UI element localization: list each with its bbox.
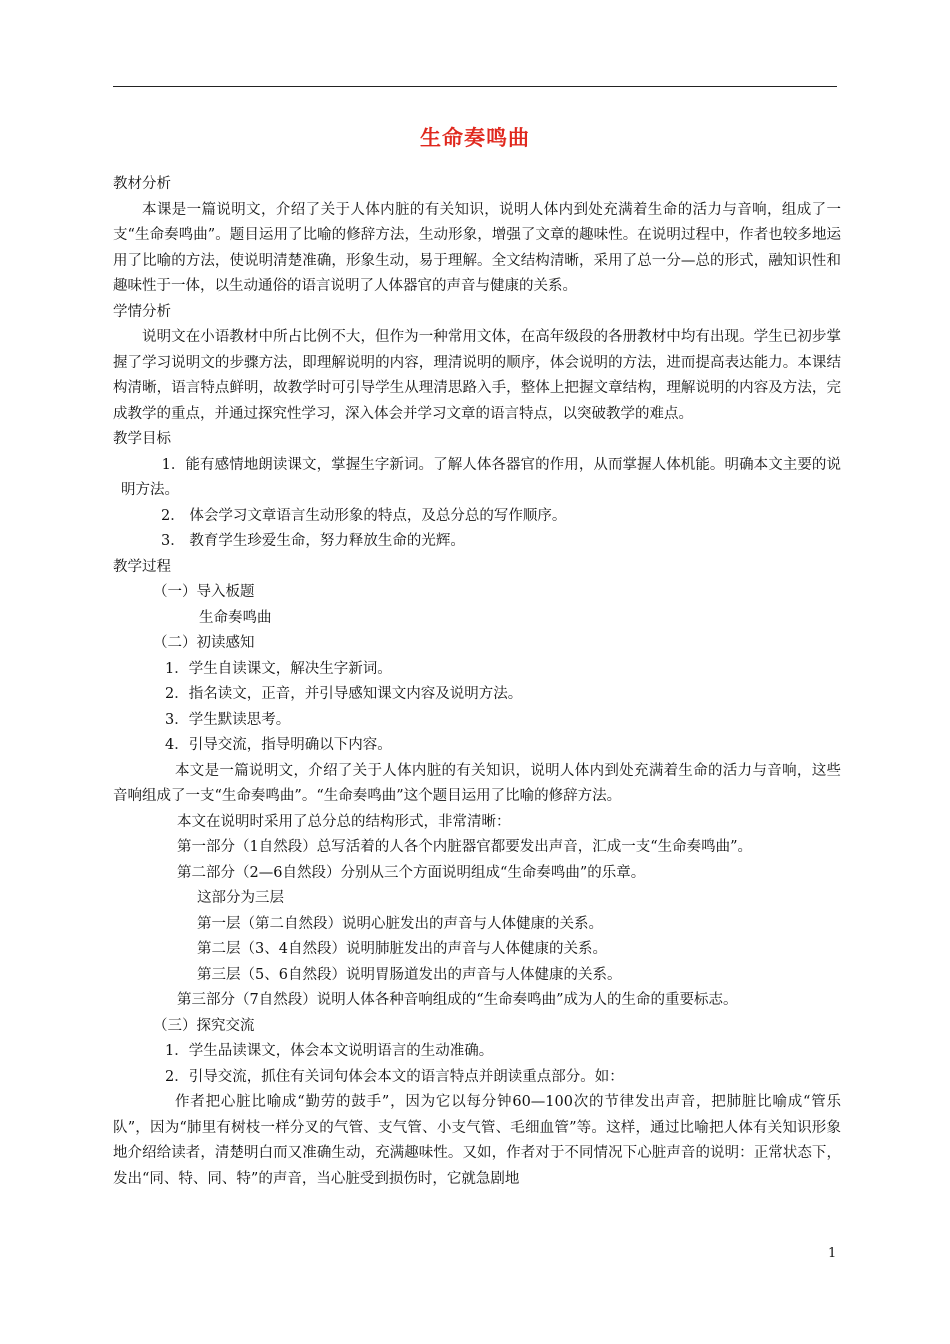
paragraph-summary: 本文是一篇说明文，介绍了关于人体内脏的有关知识，说明人体内到处充满着生命的活力与音响，这些音响组成了一支“生命奏鸣曲”。“生命奏鸣曲”这个题目运用了比喻的修辞方法。: [113, 762, 841, 804]
paragraph-xueqing: 说明文在小语教材中所占比例不大，但作为一种常用文体，在高年级段的各册教材中均有出现。学生已初步掌握了学习说明文的步骤方法，即理解说明的内容，理清说明的顺序，体会说明的方法，进而提高表达能力。本课结构清晰，语言特点鲜明，故教学时可引导学生从理清思路入手，整体上把握文章结构，理解说明的内容及方法，完成教学的重点，并通过探究性学习，深入体会并学习文章的语言特点，以突破教学的难点。: [113, 329, 841, 422]
layers-intro: 这部分为三层: [197, 890, 284, 906]
objective-item: 1．能有感情地朗读课文，掌握生字新词。了解人体各器官的作用，从而掌握人体机能。明确本文主要的说明方法。: [121, 456, 841, 498]
step-item: 2．指名读文，正音，并引导感知课文内容及说明方法。: [165, 686, 523, 702]
step-item: 3．学生默读思考。: [165, 711, 291, 728]
structure-part-3: 第三部分（7自然段）说明人体各种音响组成的“生命奏鸣曲”成为人的生命的重要标志。: [177, 992, 738, 1008]
step-item: 4．引导交流，指导明确以下内容。: [165, 737, 392, 753]
objective-item: 2． 体会学习文章语言生动形象的特点，及总分总的写作顺序。: [161, 507, 567, 524]
page-number: 1: [828, 1246, 837, 1261]
header-rule: [113, 86, 837, 87]
section-heading-mubiao: 教学目标: [113, 431, 171, 447]
objective-item: 3． 教育学生珍爱生命，努力释放生命的光辉。: [161, 533, 465, 549]
section-heading-xueqing: 学情分析: [113, 303, 171, 320]
subsection-heading-reading: （二）初读感知: [153, 635, 255, 651]
layer-item: 第二层（3、4自然段）说明肺脏发出的声音与人体健康的关系。: [197, 941, 607, 957]
paragraph-example: 作者把心脏比喻成“勤劳的鼓手”，因为它以每分钟60—100次的节律发出声音，把肺脏比喻成“管乐队”，因为“肺里有树枝一样分叉的气管、支气管、小支气管、毛细血管”等。这样，通过比喻把人体有关知识形象地介绍给读者，清楚明白而又准确生动，充满趣味性。又如，作者对于不同情况下心脏声音的说明：正常状态下，发出“同、特、同、特”的声音，当心脏受到损伤时，它就急剧地: [113, 1094, 841, 1187]
step-item: 1．学生品读课文，体会本文说明语言的生动准确。: [165, 1043, 494, 1059]
subsection-heading-intro: （一）导入板题: [153, 584, 255, 600]
layer-item: 第三层（5、6自然段）说明胃肠道发出的声音与人体健康的关系。: [197, 966, 622, 983]
structure-part-2: 第二部分（2—6自然段）分别从三个方面说明组成“生命奏鸣曲”的乐章。: [177, 864, 646, 881]
document-body: [113, 172, 841, 1192]
page-title: 生命奏鸣曲: [420, 126, 530, 150]
step-item: 2．引导交流，抓住有关词句体会本文的语言特点并朗读重点部分。如：: [165, 1068, 624, 1085]
layer-item: 第一层（第二自然段）说明心脏发出的声音与人体健康的关系。: [197, 915, 603, 932]
paragraph-structure: 本文在说明时采用了总分总的结构形式，非常清晰：: [177, 813, 511, 830]
step-item: 1．学生自读课文，解决生字新词。: [165, 660, 392, 677]
subsection-heading-explore: （三）探究交流: [153, 1017, 255, 1034]
section-heading-jiaocai: 教材分析: [113, 176, 171, 192]
board-title: 生命奏鸣曲: [199, 609, 272, 626]
section-heading-guocheng: 教学过程: [113, 558, 171, 575]
paragraph-jiaocai: 本课是一篇说明文，介绍了关于人体内脏的有关知识，说明人体内到处充满着生命的活力与音响，组成了一支“生命奏鸣曲”。题目运用了比喻的修辞方法，生动形象，增强了文章的趣味性。在说明过程中，作者也较多地运用了比喻的方法，使说明清楚准确，形象生动，易于理解。全文结构清晰，采用了总一分—总的形式，融知识性和趣味性于一体，以生动通俗的语言说明了人体器官的声音与健康的关系。: [113, 201, 841, 294]
structure-part-1: 第一部分（1自然段）总写活着的人各个内脏器官都要发出声音，汇成一支“生命奏鸣曲”。: [177, 839, 753, 855]
